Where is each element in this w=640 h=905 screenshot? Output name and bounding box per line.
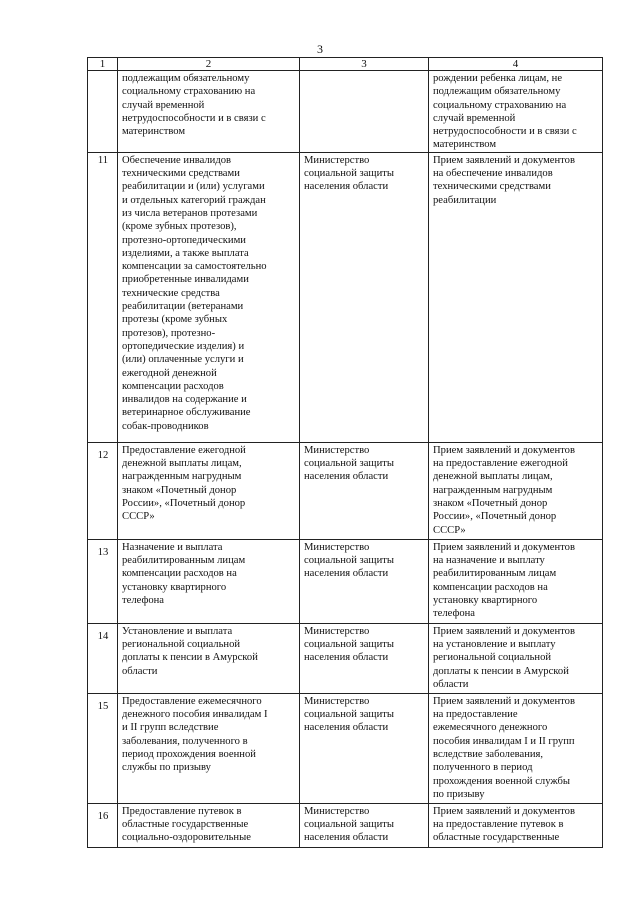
ministry-name: Министерство социальной защиты населения области (300, 539, 429, 623)
service-description: Прием заявлений и документов на установление и выплату региональной социальной доплаты к пенсии в Амурской области (429, 623, 603, 693)
row-number (88, 71, 118, 153)
service-description: рождении ребенка лицам, не подлежащим обязательному социальному страхованию на случай временной нетрудоспособности и в связи с материнством (429, 71, 603, 153)
ministry-name (300, 71, 429, 153)
column-header-service: 2 (118, 58, 300, 71)
row-number: 13 (88, 539, 118, 623)
row-number: 16 (88, 803, 118, 847)
service-name: Установление и выплата региональной социальной доплаты к пенсии в Амурской области (118, 623, 300, 693)
column-header-number: 1 (88, 58, 118, 71)
ministry-name: Министерство социальной защиты населения области (300, 693, 429, 803)
table-row (88, 539, 603, 623)
service-name: подлежащим обязательному социальному страхованию на случай временной нетрудоспособности и в связи с материнством (118, 71, 300, 153)
ministry-name: Министерство социальной защиты населения области (300, 803, 429, 847)
service-name: Назначение и выплата реабилитированным лицам компенсации расходов на установку квартирного телефона (118, 539, 300, 623)
service-description: Прием заявлений и документов на предоставление ежегодной денежной выплаты лицам, награжденным нагрудным знаком «Почетный донор России», «Почетный донор СССР» (429, 442, 603, 539)
table-row (88, 152, 603, 442)
table-row (88, 803, 603, 847)
column-header-description: 4 (429, 58, 603, 71)
row-number: 11 (88, 152, 118, 442)
ministry-name: Министерство социальной защиты населения области (300, 442, 429, 539)
service-description: Прием заявлений и документов на обеспечение инвалидов техническими средствами реабилитации (429, 152, 603, 442)
row-number: 15 (88, 693, 118, 803)
table-row (88, 442, 603, 539)
service-name: Предоставление ежемесячного денежного пособия инвалидам I и II групп вследствие заболевания, полученного в период прохождения военной службы по призыву (118, 693, 300, 803)
service-name: Предоставление путевок в областные государственные социально-оздоровительные (118, 803, 300, 847)
service-description: Прием заявлений и документов на предоставление ежемесячного денежного пособия инвалидам I и II групп вследствие заболевания, полученного в период прохождения военной службы по призыву (429, 693, 603, 803)
table-row (88, 693, 603, 803)
table-header-row (88, 58, 603, 71)
row-number: 14 (88, 623, 118, 693)
table-row (88, 623, 603, 693)
service-description: Прием заявлений и документов на предоставление путевок в областные государственные (429, 803, 603, 847)
services-table (87, 57, 603, 848)
column-header-ministry: 3 (300, 58, 429, 71)
ministry-name: Министерство социальной защиты населения области (300, 623, 429, 693)
table-row (88, 71, 603, 153)
service-name: Предоставление ежегодной денежной выплаты лицам, награжденным нагрудным знаком «Почетный донор России», «Почетный донор СССР» (118, 442, 300, 539)
page-number: 3 (317, 42, 323, 56)
ministry-name: Министерство социальной защиты населения области (300, 152, 429, 442)
row-number: 12 (88, 442, 118, 539)
service-description: Прием заявлений и документов на назначение и выплату реабилитированным лицам компенсации расходов на установку квартирного телефона (429, 539, 603, 623)
service-name: Обеспечение инвалидов техническими средствами реабилитации и (или) услугами и отдельных категорий граждан из числа ветеранов протезами (кроме зубных протезов), протезно-ортопедическими изделиями, а также выплата компенсации за самостоятельно приобретенные инвалидами технические средства реабилитации (ветеранами протезы (кроме зубных протезов), протезно- ортопедические изделия) и (или) оплаченные услуги и ежегодной денежной компенсации расходов инвалидов на содержание и ветеринарное обслуживание собак-проводников (118, 152, 300, 442)
